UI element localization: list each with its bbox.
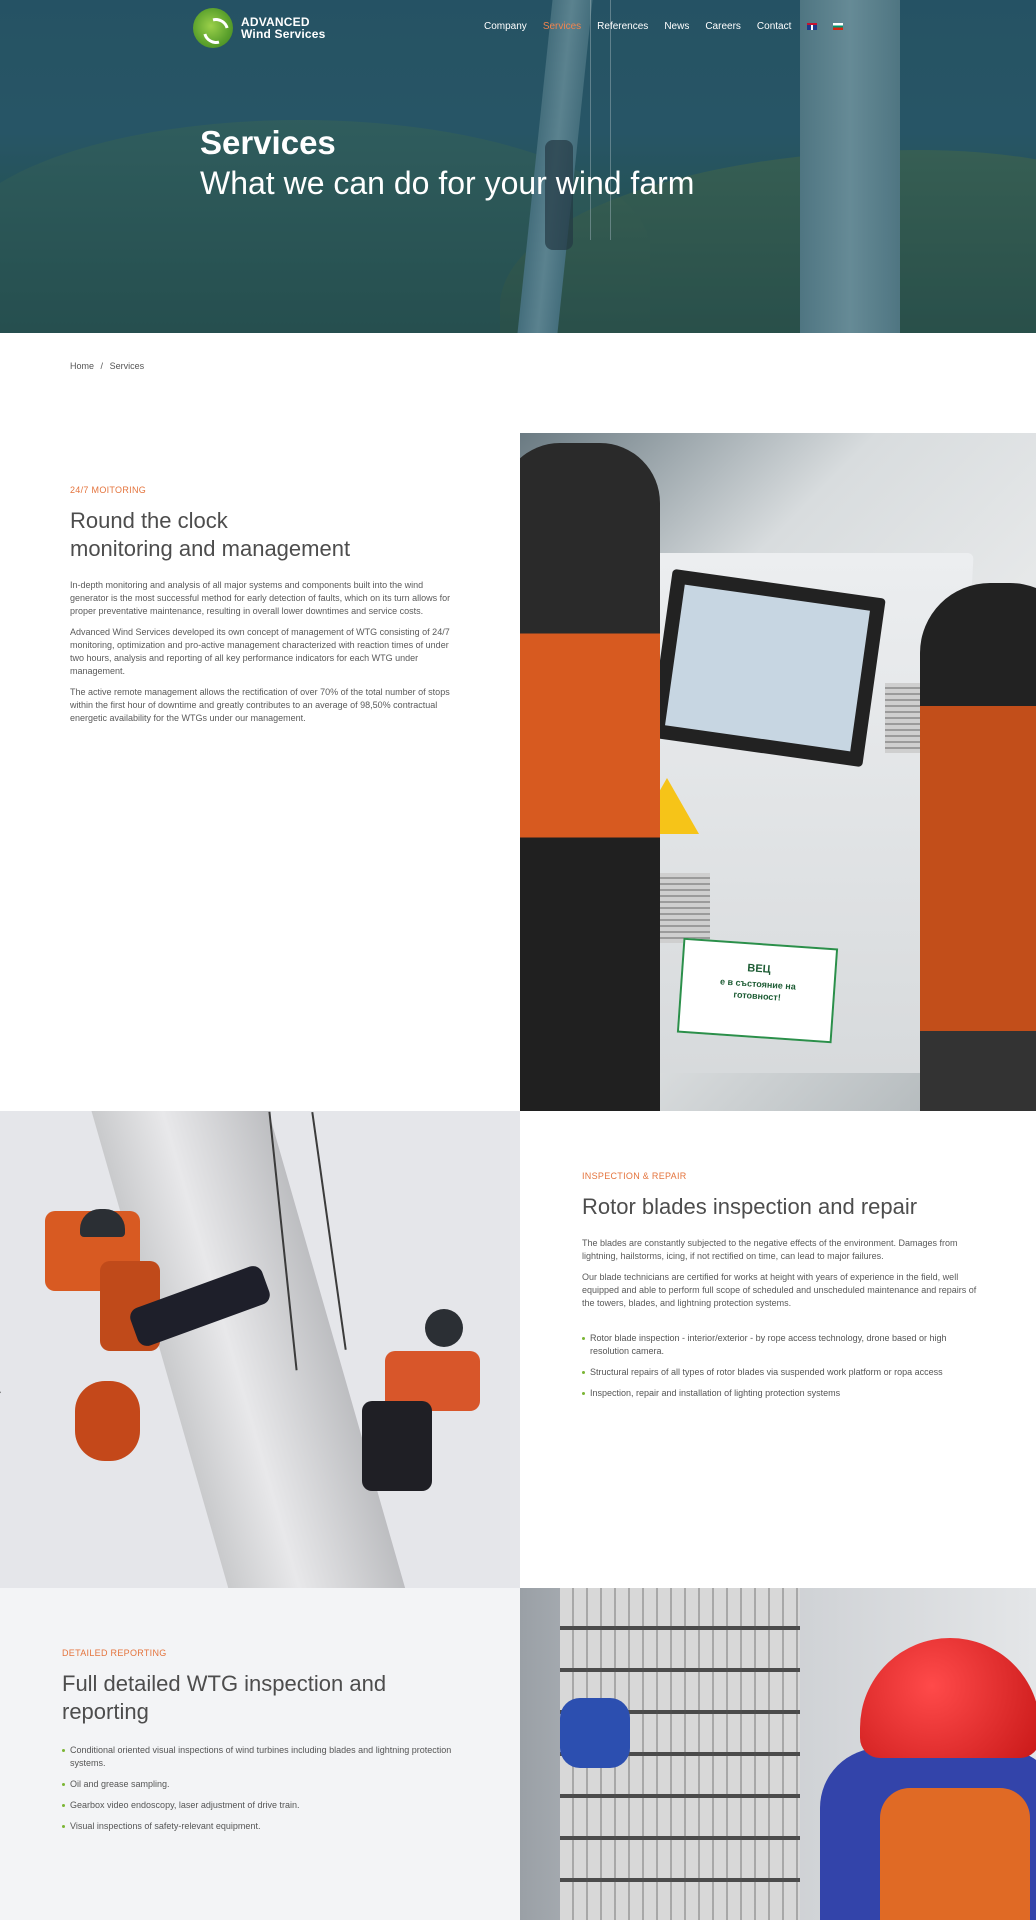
breadcrumb-separator: / [100, 361, 104, 371]
list-item: Structural repairs of all types of rotor blades via suspended work platform or ropa access [582, 1366, 978, 1379]
monitoring-title-line1: Round the clock [70, 508, 228, 533]
breadcrumb-current: Services [109, 361, 145, 371]
reporting-text [62, 1648, 462, 1841]
equipment-bag [75, 1381, 140, 1461]
list-item: Gearbox video endoscopy, laser adjustment of drive train. [62, 1799, 462, 1812]
control-screen [649, 569, 886, 767]
flag-en-icon[interactable] [807, 23, 817, 30]
site-logo[interactable] [193, 8, 326, 48]
monitoring-paragraph: The active remote management allows the rectification of over 70% of the total number of stops within the first hour of downtime and greatly contributes to an average of 98,50% contractual energetic availability for the WTGs under our management. [70, 687, 450, 723]
list-item: Visual inspections of safety-relevant equipment. [62, 1820, 462, 1833]
logo-line2: Wind Services [241, 27, 326, 41]
glove [560, 1698, 630, 1768]
nav-services[interactable]: Services [542, 21, 582, 32]
sign-line1: ВЕЦ [746, 962, 772, 976]
technician-right [920, 583, 1036, 1111]
monitoring-paragraph: Advanced Wind Services developed its own concept of management of WTG consisting of 24/7 monitoring, optimization and pro-active management characterized with reaction times of under two hours, analysis and reporting of all key performance indicators for each WTG under management. [70, 627, 450, 676]
nav-contact[interactable]: Contact [756, 21, 792, 32]
flag-bg-icon[interactable] [833, 23, 843, 30]
list-item: Oil and grease sampling. [62, 1778, 462, 1791]
safety-vest [880, 1788, 1030, 1920]
inspection-paragraph: Our blade technicians are certified for works at height with years of experience in the field, well equipped and able to perform full scope of scheduled and unscheduled maintenance and repairs of the towers, blades, and lightning protection systems. [582, 1272, 977, 1308]
reporting-photo [520, 1588, 1036, 1920]
monitoring-photo [520, 433, 1036, 1111]
helmet [425, 1309, 463, 1347]
inspection-title: Rotor blades inspection and repair [582, 1194, 918, 1219]
section-inspection [0, 1111, 1036, 1588]
monitoring-paragraph: In-depth monitoring and analysis of all major systems and components built into the wind generator is the most successful method for early detection of faults, which on its turn allows for proper preventative maintenance, resulting in overall lower downtimes and service costs. [70, 580, 451, 616]
sign-line3: готовност! [733, 989, 782, 1003]
status-sign [677, 938, 838, 1044]
monitoring-text [70, 485, 452, 725]
page-title: Services [200, 124, 336, 161]
main-nav [484, 21, 843, 32]
sign-line2: е в състояние на [719, 976, 797, 992]
nav-careers[interactable]: Careers [705, 21, 741, 32]
reporting-eyebrow: DETAILED REPORTING [62, 1648, 167, 1658]
helmet [860, 1638, 1036, 1758]
rope [0, 1391, 1, 1437]
nav-references[interactable]: References [597, 21, 649, 32]
logo-text [241, 16, 326, 40]
section-monitoring [0, 433, 1036, 1111]
list-item: Rotor blade inspection - interior/exterior - by rope access technology, drone based or high resolution camera. [582, 1332, 978, 1358]
reporting-title: Full detailed WTG inspection and reporting [62, 1671, 387, 1724]
monitoring-title-line2: monitoring and management [70, 536, 351, 561]
breadcrumb [70, 361, 148, 371]
page-subtitle: What we can do for your wind farm [200, 165, 695, 201]
monitoring-eyebrow: 24/7 MOITORING [70, 485, 147, 495]
inspection-paragraph: The blades are constantly subjected to the negative effects of the environment. Damages from lightning, hailstorms, icing, if not rectified on time, can lead to major failures. [582, 1238, 958, 1261]
list-item: Conditional oriented visual inspections of wind turbines including blades and lightning protection systems. [62, 1744, 462, 1770]
inspection-list [582, 1332, 978, 1400]
inspection-text [582, 1171, 978, 1408]
helmet [80, 1209, 125, 1237]
inspection-eyebrow: INSPECTION & REPAIR [582, 1171, 687, 1181]
inspection-photo [0, 1111, 520, 1588]
reporting-list [62, 1744, 462, 1833]
nav-news[interactable]: News [664, 21, 690, 32]
technician-left [520, 443, 660, 1111]
logo-line1: ADVANCED [241, 15, 310, 29]
breadcrumb-home[interactable]: Home [70, 361, 95, 371]
section-reporting [0, 1588, 1036, 1920]
logo-icon [193, 8, 233, 48]
hero-banner [0, 0, 1036, 333]
technician-legs [362, 1401, 432, 1491]
list-item: Inspection, repair and installation of lighting protection systems [582, 1387, 978, 1400]
nav-company[interactable]: Company [484, 21, 527, 32]
monitoring-title [70, 507, 452, 563]
